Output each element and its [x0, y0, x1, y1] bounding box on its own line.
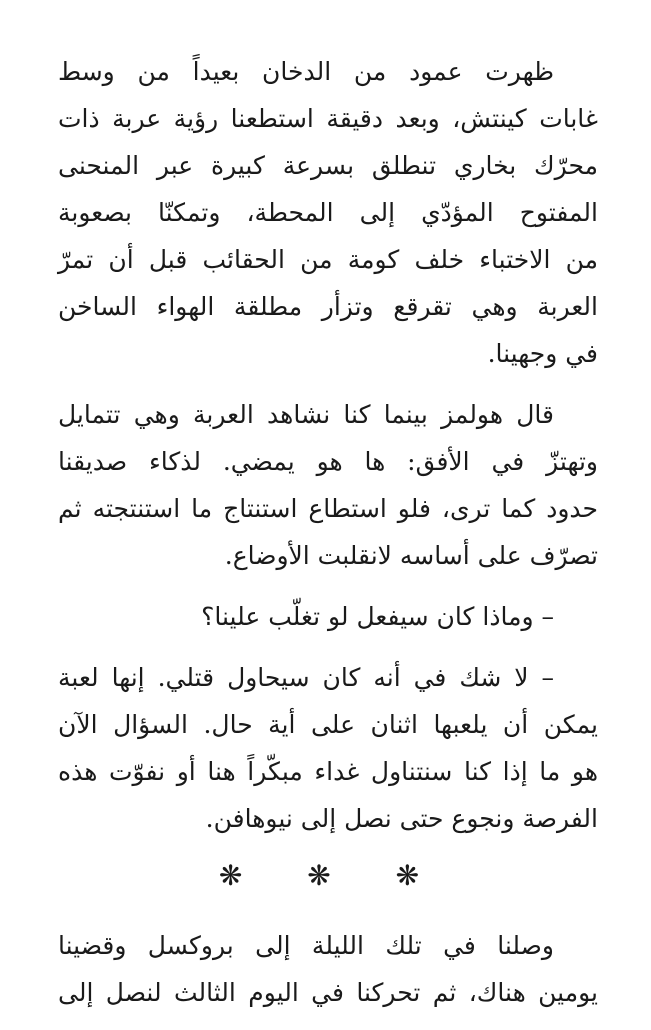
text-line: في وجهينا.	[487, 339, 598, 368]
text-line: يومين هناك، ثم تحركنا في اليوم الثالث لنصل إلى	[58, 978, 598, 1007]
paragraph-5	[58, 922, 598, 1016]
text-line: تصرّف على أساسه لانقلبت الأوضاع.	[224, 541, 598, 570]
text-line: وتهتزّ في الأفق: ها هو يمضي. لذكاء صديقنا	[58, 447, 598, 476]
text-line: المفتوح المؤدّي إلى المحطة، وتمكنّا بصعوبة	[58, 198, 598, 227]
text-line: يمكن أن يلعبها اثنان على أية حال. السؤال الآن	[58, 710, 598, 739]
text-line: ظهرت عمود من الدخان بعيداً من وسط	[58, 57, 554, 86]
paragraph-2	[58, 391, 598, 579]
text-line: غابات كينتش، وبعد دقيقة استطعنا رؤية عربة ذات	[58, 104, 598, 133]
dialogue-line: – وماذا كان سيفعل لو تغلّب علينا؟	[201, 602, 554, 631]
text-line: من الاختباء خلف كومة من الحقائب قبل أن تمرّ	[58, 245, 598, 274]
text-line: وصلنا في تلك الليلة إلى بروكسل وقضينا	[58, 931, 554, 960]
text-line: الفرصة ونجوع حتى نصل إلى نيوهافن.	[205, 804, 598, 833]
dialogue-line: – لا شك في أنه كان سيحاول قتلي. إنها لعبة	[58, 663, 554, 692]
text-line: هو ما إذا كنا سنتناول غداء مبكّراً هنا أو نفوّت هذه	[58, 757, 598, 786]
paragraph-4	[58, 654, 598, 842]
book-page	[58, 48, 598, 1030]
section-separator	[58, 856, 598, 896]
paragraph-3	[58, 593, 598, 640]
asterism-icon: ❋	[218, 859, 261, 892]
text-line: قال هولمز بينما كنا نشاهد العربة وهي تتمايل	[58, 400, 554, 429]
asterism-icon: ❋	[395, 859, 438, 892]
paragraph-1	[58, 48, 598, 377]
text-line: حدود كما ترى، فلو استطاع استنتاج ما استنتجته ثم	[58, 494, 598, 523]
text-line: محرّك بخاري تنطلق بسرعة كبيرة عبر المنحنى	[58, 151, 598, 180]
asterism-icon: ❋	[307, 859, 349, 892]
text-line: العربة وهي تقرقع وتزأر مطلقة الهواء الساخن	[58, 292, 598, 321]
